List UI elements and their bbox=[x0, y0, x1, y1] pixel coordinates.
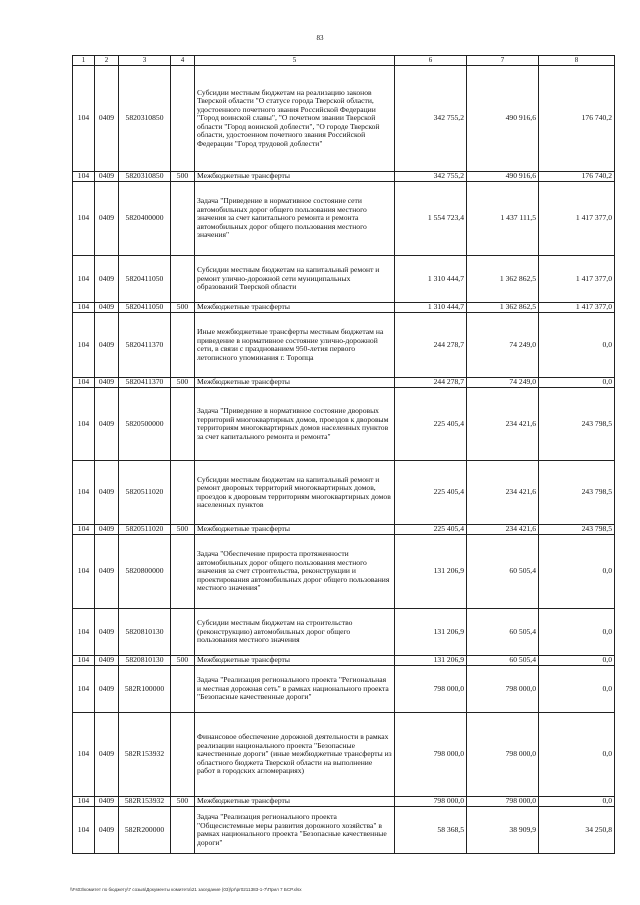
table-row bbox=[73, 303, 615, 313]
cell-amount-2020: 225 405,4 bbox=[395, 388, 467, 461]
cell-target-code: 5820511020 bbox=[119, 525, 171, 535]
table-row bbox=[73, 525, 615, 535]
cell-amount-2020: 244 278,7 bbox=[395, 313, 467, 378]
cell-subsection: 0409 bbox=[95, 713, 119, 797]
cell-description: Задача "Обеспечение прироста протяженности автомобильных дорог общего пользования местного значения за счет строительства, реконструкции и проектирования автомобильных дорог общего пользования местного значения" bbox=[195, 535, 395, 609]
cell-amount-2021: 60 505,4 bbox=[467, 609, 539, 656]
cell-subsection: 0409 bbox=[95, 182, 119, 256]
cell-description: Субсидии местным бюджетам на строительство (реконструкцию) автомобильных дорог общего пользования местного значения bbox=[195, 609, 395, 656]
cell-target-code: 5820810130 bbox=[119, 656, 171, 666]
cell-amount-2022: 1 417 377,0 bbox=[539, 256, 615, 303]
cell-expense-type bbox=[171, 461, 195, 525]
cell-expense-type: 500 bbox=[171, 656, 195, 666]
cell-expense-type: 500 bbox=[171, 378, 195, 388]
table-row bbox=[73, 172, 615, 182]
cell-amount-2021: 1 362 862,5 bbox=[467, 256, 539, 303]
cell-subsection: 0409 bbox=[95, 66, 119, 172]
cell-amount-2022: 176 740,2 bbox=[539, 172, 615, 182]
cell-amount-2022: 1 417 377,0 bbox=[539, 182, 615, 256]
cell-amount-2022: 243 798,5 bbox=[539, 525, 615, 535]
cell-section: 104 bbox=[73, 807, 95, 854]
cell-amount-2020: 798 000,0 bbox=[395, 797, 467, 807]
cell-amount-2022: 1 417 377,0 bbox=[539, 303, 615, 313]
cell-target-code: 582R200000 bbox=[119, 807, 171, 854]
table-row bbox=[73, 461, 615, 525]
cell-description: Межбюджетные трансферты bbox=[195, 525, 395, 535]
cell-amount-2021: 60 505,4 bbox=[467, 656, 539, 666]
table-row bbox=[73, 609, 615, 656]
cell-amount-2020: 1 310 444,7 bbox=[395, 303, 467, 313]
cell-description: Субсидии местным бюджетам на реализацию законов Тверской области "О статусе города Тверской области, удостоенного почетного звания Российской Федерации "Город воинской славы", "О почетном звании Тверской области "Город воинской доблести", "О городе Тверской области, удостоенном почетного звания Российской Федерации "Город трудовой доблести" bbox=[195, 66, 395, 172]
cell-expense-type bbox=[171, 388, 195, 461]
cell-subsection: 0409 bbox=[95, 609, 119, 656]
table-row bbox=[73, 388, 615, 461]
cell-target-code: 5820810130 bbox=[119, 609, 171, 656]
table-row bbox=[73, 182, 615, 256]
cell-subsection: 0409 bbox=[95, 666, 119, 713]
cell-expense-type bbox=[171, 609, 195, 656]
cell-subsection: 0409 bbox=[95, 807, 119, 854]
cell-amount-2020: 1 554 723,4 bbox=[395, 182, 467, 256]
cell-description: Иные межбюджетные трансферты местным бюджетам на приведение в нормативное состояние улично-дорожной сети, в связи с празднованием 950-летия первого летописного упоминания г. Торопца bbox=[195, 313, 395, 378]
table-row bbox=[73, 256, 615, 303]
cell-target-code: 5820411370 bbox=[119, 378, 171, 388]
cell-subsection: 0409 bbox=[95, 656, 119, 666]
column-header: 6 bbox=[395, 56, 467, 66]
cell-amount-2022: 243 798,5 bbox=[539, 461, 615, 525]
cell-expense-type bbox=[171, 66, 195, 172]
table-row bbox=[73, 713, 615, 797]
column-header: 1 bbox=[73, 56, 95, 66]
cell-amount-2022: 0,0 bbox=[539, 713, 615, 797]
cell-amount-2022: 0,0 bbox=[539, 313, 615, 378]
cell-expense-type bbox=[171, 713, 195, 797]
cell-amount-2020: 131 206,9 bbox=[395, 535, 467, 609]
cell-expense-type bbox=[171, 535, 195, 609]
cell-amount-2022: 0,0 bbox=[539, 797, 615, 807]
table-body bbox=[73, 66, 615, 854]
cell-section: 104 bbox=[73, 666, 95, 713]
table-row bbox=[73, 535, 615, 609]
cell-amount-2022: 243 798,5 bbox=[539, 388, 615, 461]
cell-target-code: 5820310850 bbox=[119, 66, 171, 172]
column-header: 2 bbox=[95, 56, 119, 66]
cell-description: Межбюджетные трансферты bbox=[195, 378, 395, 388]
cell-section: 104 bbox=[73, 388, 95, 461]
page-number: 83 bbox=[316, 34, 324, 42]
cell-target-code: 5820500000 bbox=[119, 388, 171, 461]
cell-section: 104 bbox=[73, 713, 95, 797]
cell-section: 104 bbox=[73, 182, 95, 256]
cell-amount-2021: 38 909,9 bbox=[467, 807, 539, 854]
cell-amount-2020: 131 206,9 bbox=[395, 656, 467, 666]
cell-amount-2020: 798 000,0 bbox=[395, 713, 467, 797]
table-row bbox=[73, 66, 615, 172]
cell-amount-2021: 234 421,6 bbox=[467, 461, 539, 525]
cell-expense-type bbox=[171, 182, 195, 256]
cell-amount-2022: 0,0 bbox=[539, 378, 615, 388]
cell-amount-2022: 176 740,2 bbox=[539, 66, 615, 172]
column-header: 5 bbox=[195, 56, 395, 66]
cell-section: 104 bbox=[73, 303, 95, 313]
cell-amount-2021: 74 249,0 bbox=[467, 378, 539, 388]
cell-amount-2021: 60 505,4 bbox=[467, 535, 539, 609]
cell-subsection: 0409 bbox=[95, 525, 119, 535]
cell-description: Межбюджетные трансферты bbox=[195, 303, 395, 313]
cell-amount-2021: 490 916,6 bbox=[467, 66, 539, 172]
table-row bbox=[73, 656, 615, 666]
column-header: 8 bbox=[539, 56, 615, 66]
cell-section: 104 bbox=[73, 378, 95, 388]
cell-section: 104 bbox=[73, 535, 95, 609]
cell-target-code: 5820800000 bbox=[119, 535, 171, 609]
cell-amount-2022: 0,0 bbox=[539, 666, 615, 713]
cell-amount-2020: 244 278,7 bbox=[395, 378, 467, 388]
cell-section: 104 bbox=[73, 313, 95, 378]
cell-subsection: 0409 bbox=[95, 313, 119, 378]
cell-target-code: 5820411050 bbox=[119, 303, 171, 313]
cell-section: 104 bbox=[73, 66, 95, 172]
cell-description: Задача "Реализация регионального проекта "Региональная и местная дорожная сеть" в рамках национального проекта "Безопасные качественные дороги" bbox=[195, 666, 395, 713]
cell-expense-type: 500 bbox=[171, 525, 195, 535]
table-row bbox=[73, 666, 615, 713]
table-row bbox=[73, 797, 615, 807]
cell-amount-2022: 0,0 bbox=[539, 656, 615, 666]
cell-description: Межбюджетные трансферты bbox=[195, 656, 395, 666]
cell-amount-2021: 234 421,6 bbox=[467, 388, 539, 461]
cell-section: 104 bbox=[73, 609, 95, 656]
cell-section: 104 bbox=[73, 461, 95, 525]
table-row bbox=[73, 378, 615, 388]
cell-expense-type: 500 bbox=[171, 172, 195, 182]
cell-amount-2020: 58 368,5 bbox=[395, 807, 467, 854]
cell-amount-2021: 798 000,0 bbox=[467, 666, 539, 713]
cell-description: Задача "Приведение в нормативное состояние сети автомобильных дорог общего пользования местного значения за счет капитального ремонта и ремонта автомобильных дорог общего пользования местного значения" bbox=[195, 182, 395, 256]
column-header: 7 bbox=[467, 56, 539, 66]
cell-section: 104 bbox=[73, 656, 95, 666]
cell-target-code: 5820400000 bbox=[119, 182, 171, 256]
cell-section: 104 bbox=[73, 797, 95, 807]
cell-amount-2022: 0,0 bbox=[539, 609, 615, 656]
cell-subsection: 0409 bbox=[95, 378, 119, 388]
cell-amount-2021: 1 362 862,5 bbox=[467, 303, 539, 313]
cell-description: Задача "Реализация регионального проекта "Общесистемные меры развития дорожного хозяйства" в рамках национального проекта "Безопасные качественные дороги" bbox=[195, 807, 395, 854]
column-header: 3 bbox=[119, 56, 171, 66]
cell-target-code: 5820511020 bbox=[119, 461, 171, 525]
cell-description: Субсидии местным бюджетам на капитальный ремонт и ремонт улично-дорожной сети муниципальных образований Тверской области bbox=[195, 256, 395, 303]
cell-target-code: 582R153932 bbox=[119, 797, 171, 807]
cell-amount-2021: 1 437 111,5 bbox=[467, 182, 539, 256]
cell-description: Задача "Приведение в нормативное состояние дворовых территорий многоквартирных домов, проездов к дворовым территориям многоквартирных домов населенных пунктов за счет капитального ремонта и ремонта" bbox=[195, 388, 395, 461]
cell-description: Межбюджетные трансферты bbox=[195, 797, 395, 807]
cell-target-code: 582R153932 bbox=[119, 713, 171, 797]
cell-expense-type bbox=[171, 256, 195, 303]
column-header: 4 bbox=[171, 56, 195, 66]
cell-section: 104 bbox=[73, 172, 95, 182]
cell-description: Финансовое обеспечение дорожной деятельности в рамках реализации национального проекта "Безопасные качественные дороги" (иные межбюджетные трансферты из областного бюджета Тверской области на выполнение работ в городских агломерациях) bbox=[195, 713, 395, 797]
cell-expense-type: 500 bbox=[171, 797, 195, 807]
cell-subsection: 0409 bbox=[95, 797, 119, 807]
cell-subsection: 0409 bbox=[95, 388, 119, 461]
cell-amount-2021: 490 916,6 bbox=[467, 172, 539, 182]
cell-subsection: 0409 bbox=[95, 461, 119, 525]
cell-target-code: 5820411050 bbox=[119, 256, 171, 303]
cell-target-code: 5820310850 bbox=[119, 172, 171, 182]
cell-amount-2020: 342 755,2 bbox=[395, 66, 467, 172]
cell-subsection: 0409 bbox=[95, 256, 119, 303]
cell-amount-2021: 798 000,0 bbox=[467, 797, 539, 807]
cell-amount-2020: 1 310 444,7 bbox=[395, 256, 467, 303]
budget-table bbox=[72, 55, 615, 854]
cell-expense-type bbox=[171, 666, 195, 713]
cell-amount-2020: 798 000,0 bbox=[395, 666, 467, 713]
cell-description: Субсидии местным бюджетам на капитальный ремонт и ремонт дворовых территорий многоквартирных домов, проездов к дворовым территориям многоквартирных домов населенных пунктов bbox=[195, 461, 395, 525]
cell-amount-2020: 342 755,2 bbox=[395, 172, 467, 182]
cell-amount-2020: 131 206,9 bbox=[395, 609, 467, 656]
cell-amount-2020: 225 405,4 bbox=[395, 461, 467, 525]
column-number-row bbox=[73, 56, 615, 66]
table-row bbox=[73, 313, 615, 378]
cell-expense-type: 500 bbox=[171, 303, 195, 313]
cell-amount-2022: 34 250,8 bbox=[539, 807, 615, 854]
cell-section: 104 bbox=[73, 525, 95, 535]
cell-subsection: 0409 bbox=[95, 303, 119, 313]
cell-amount-2020: 225 405,4 bbox=[395, 525, 467, 535]
cell-amount-2021: 798 000,0 bbox=[467, 713, 539, 797]
cell-expense-type bbox=[171, 313, 195, 378]
cell-amount-2021: 234 421,6 bbox=[467, 525, 539, 535]
cell-target-code: 5820411370 bbox=[119, 313, 171, 378]
table-row bbox=[73, 807, 615, 854]
cell-section: 104 bbox=[73, 256, 95, 303]
cell-description: Межбюджетные трансферты bbox=[195, 172, 395, 182]
cell-target-code: 582R100000 bbox=[119, 666, 171, 713]
file-path-footer: \\Fs03\комитет по бюджету\7 созыв\Документы комитета\21 заседание (03)\pr\pr0211383-1-7\Прил 7 БСР.xlsx bbox=[70, 887, 302, 892]
cell-amount-2021: 74 249,0 bbox=[467, 313, 539, 378]
cell-subsection: 0409 bbox=[95, 535, 119, 609]
cell-subsection: 0409 bbox=[95, 172, 119, 182]
cell-amount-2022: 0,0 bbox=[539, 535, 615, 609]
cell-expense-type bbox=[171, 807, 195, 854]
